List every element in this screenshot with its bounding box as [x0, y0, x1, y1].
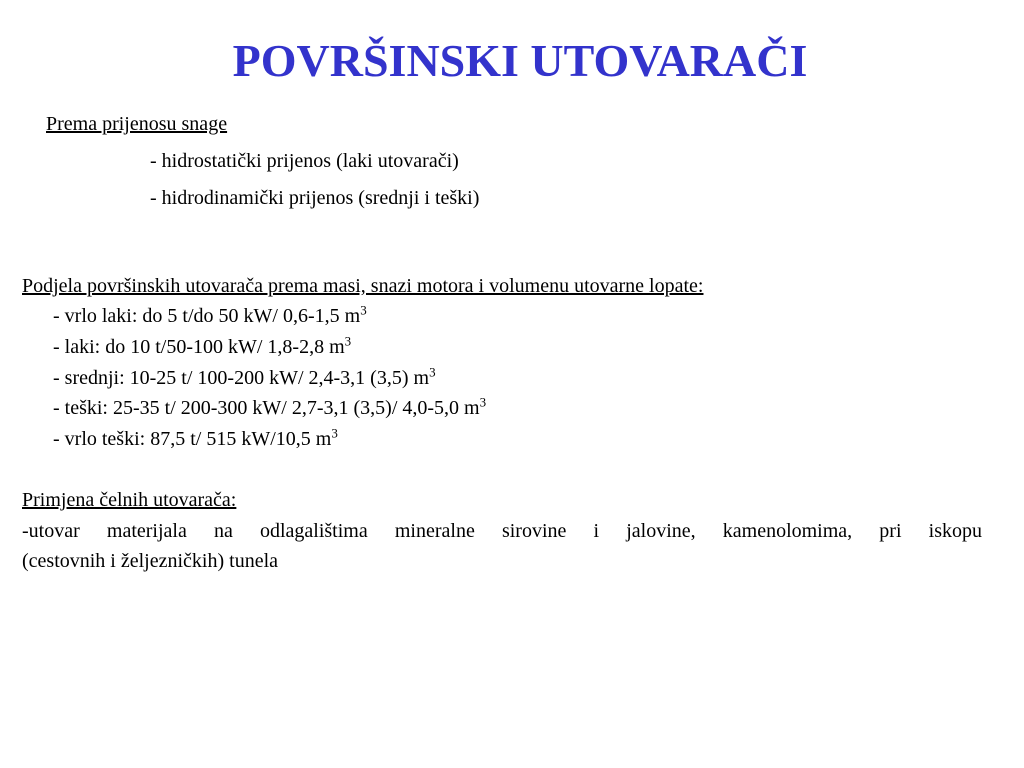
classification-item: - laki: do 10 t/50-100 kW/ 1,8-2,8 $m^3$	[53, 333, 352, 358]
application-text-line-2: (cestovnih i željezničkih) tunela	[22, 550, 279, 572]
classification-item: - srednji: 10-25 t/ 100-200 kW/ 2,4-3,1 (3,5) $m^3$	[53, 364, 436, 389]
power-transfer-item: - hidrodinamički prijenos (srednji i teški)	[150, 187, 480, 209]
application-heading: Primjena čelnih utovarača:	[22, 489, 237, 511]
power-transfer-heading: Prema prijenosu snage	[46, 113, 228, 135]
power-transfer-item: - hidrostatički prijenos (laki utovarači)	[150, 150, 459, 172]
classification-item: - teški: 25-35 t/ 200-300 kW/ 2,7-3,1 (3,5)/ 4,0-5,0 $m^3$	[53, 394, 487, 419]
classification-item: - vrlo teški: 87,5 t/ 515 kW/10,5 $m^3$	[53, 425, 338, 450]
page-title: POVRŠINSKI UTOVARAČI	[232, 35, 808, 86]
classification-heading: Podjela površinskih utovarača prema masi, snazi motora i volumenu utovarne lopate:	[22, 275, 704, 297]
classification-item: - vrlo laki: do 5 t/do 50 kW/ 0,6-1,5 $m^3$	[53, 302, 367, 327]
application-text-line-1: -utovar materijala na odlagalištima mineralne sirovine i jalovine, kamenolomima, pri iskopu	[22, 520, 982, 542]
